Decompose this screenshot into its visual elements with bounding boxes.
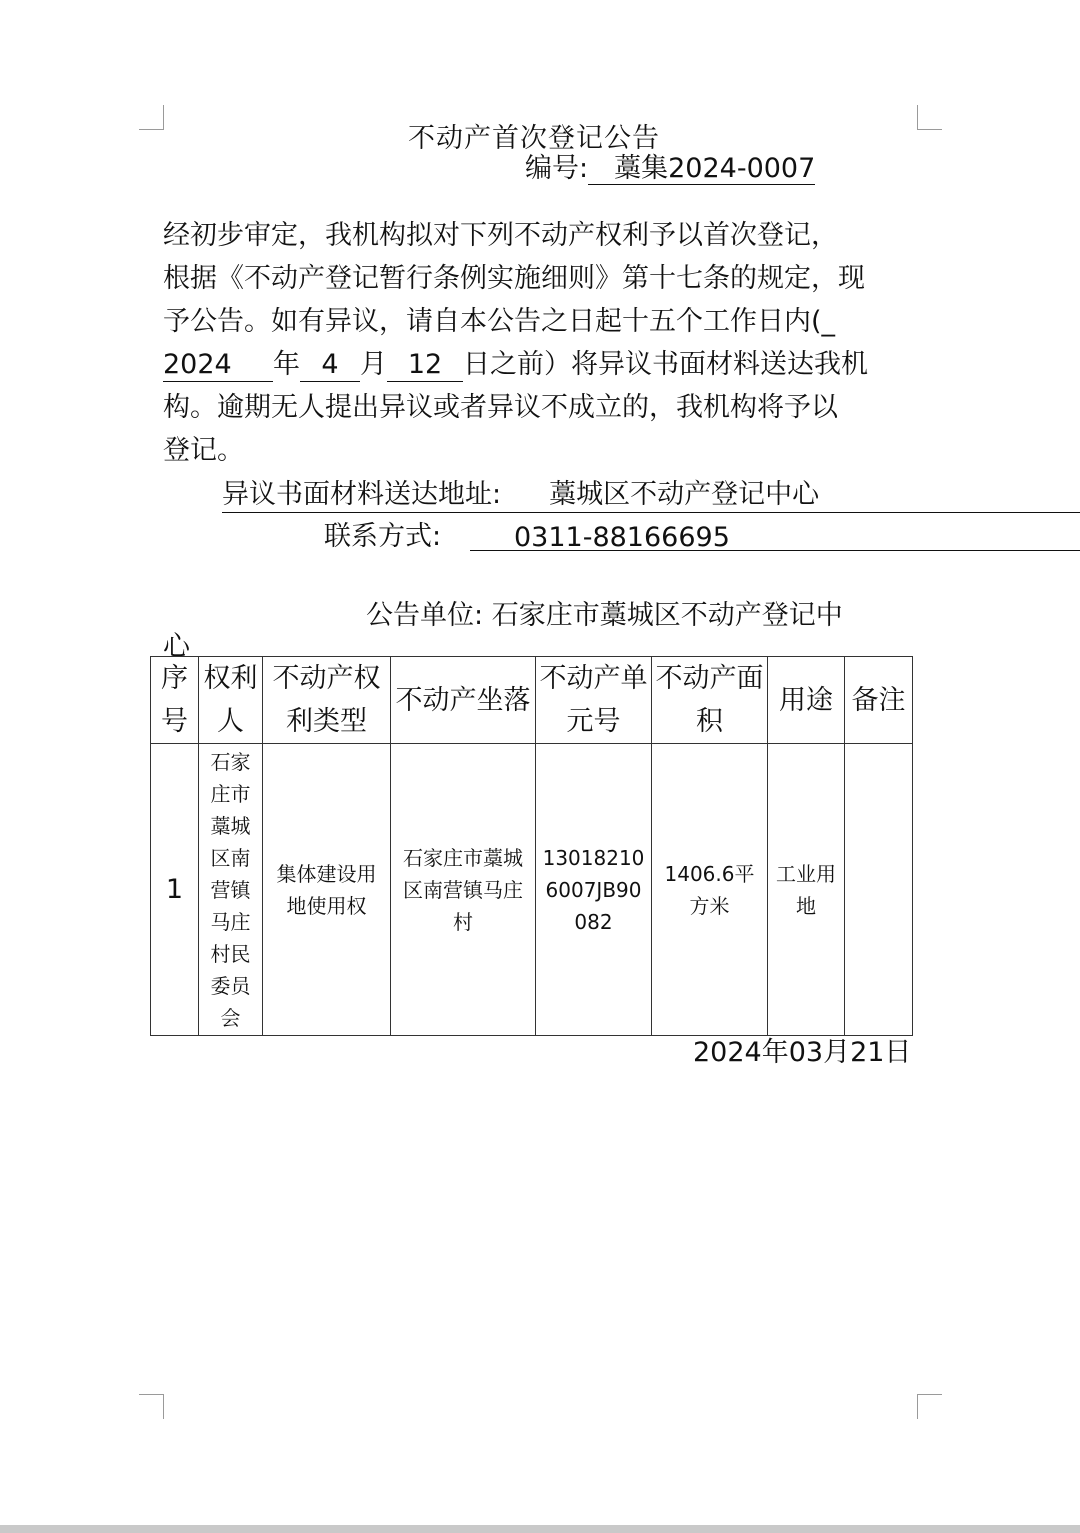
cell-remarks	[845, 744, 913, 1036]
deadline-year: 2024	[163, 349, 273, 382]
header-seq: 序号	[151, 657, 199, 744]
address-label: 异议书面材料送达地址:	[222, 479, 502, 510]
crop-mark-bottom-left	[139, 1394, 164, 1419]
notice-body	[163, 214, 915, 472]
cell-seq: 1	[151, 744, 199, 1036]
header-usage: 用途	[768, 657, 845, 744]
crop-mark-top-left	[139, 105, 164, 130]
body-line-6: 登记。	[163, 435, 244, 466]
issuer-value-wrap: 心	[163, 631, 190, 662]
cell-location: 石家庄市藁城区南营镇马庄村	[391, 744, 536, 1036]
notice-date: 2024年03月21日	[693, 1037, 912, 1068]
objection-address	[222, 478, 1080, 513]
issuer-label: 公告单位:	[366, 600, 484, 631]
cell-right-type: 集体建设用地使用权	[263, 744, 391, 1036]
header-unit-no: 不动产单元号	[536, 657, 652, 744]
cell-unit-no: 130182106007JB90082	[536, 744, 652, 1036]
registration-table	[150, 656, 913, 1036]
table-row	[151, 744, 913, 1036]
table-header-row	[151, 657, 913, 744]
cell-area: 1406.6平方米	[652, 744, 768, 1036]
body-line-1: 经初步审定，我机构拟对下列不动产权利予以首次登记，	[163, 220, 838, 251]
cell-holder: 石家庄市藁城区南营镇马庄村民委员会	[199, 744, 263, 1036]
body-line-2: 根据《不动产登记暂行条例实施细则》第十七条的规定，现	[163, 263, 865, 294]
body-line-4-rest: 日之前）将异议书面材料送达我机	[463, 349, 868, 380]
issuer	[366, 599, 843, 633]
notice-number-label: 编号:	[525, 153, 589, 184]
month-label: 月	[360, 349, 387, 380]
notice-number	[525, 152, 815, 186]
year-label: 年	[273, 349, 300, 380]
cell-usage: 工业用地	[768, 744, 845, 1036]
header-location: 不动产坐落	[391, 657, 536, 744]
header-area: 不动产面积	[652, 657, 768, 744]
header-holder: 权利人	[199, 657, 263, 744]
notice-title: 不动产首次登记公告	[408, 123, 660, 154]
issuer-value: 石家庄市藁城区不动产登记中	[491, 600, 843, 631]
crop-mark-bottom-right	[917, 1394, 942, 1419]
body-line-5: 构。逾期无人提出异议或者异议不成立的，我机构将予以	[163, 392, 838, 423]
crop-mark-top-right	[917, 105, 942, 130]
header-right-type: 不动产权利类型	[263, 657, 391, 744]
contact-label: 联系方式:	[324, 521, 442, 552]
deadline-day: 12	[387, 349, 463, 382]
contact-value: 0311-88166695	[470, 523, 1080, 551]
deadline-month: 4	[300, 349, 360, 382]
address-value: 藁城区不动产登记中心	[549, 479, 820, 510]
bottom-scroll-bar	[0, 1525, 1080, 1533]
header-remarks: 备注	[845, 657, 913, 744]
body-line-4	[163, 343, 915, 386]
body-line-3: 予公告。如有异议，请自本公告之日起十五个工作日内(_	[163, 306, 836, 337]
notice-number-value: 藁集2024-0007	[588, 154, 815, 185]
